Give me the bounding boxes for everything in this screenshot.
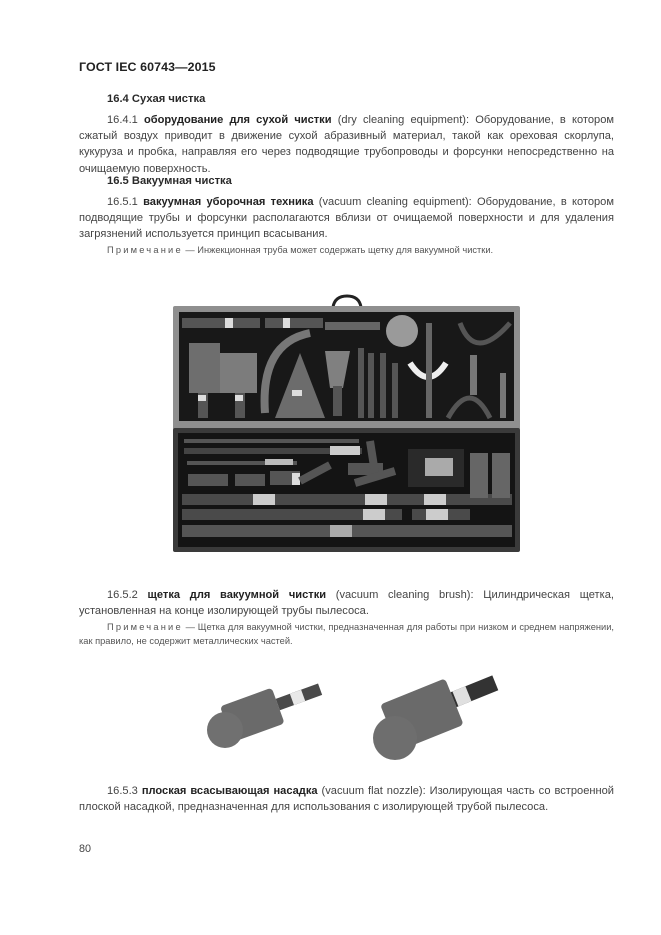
term: щетка для вакуумной чистки xyxy=(147,589,327,601)
clause-number: 16.5.3 xyxy=(107,785,138,797)
equipment-case-image xyxy=(170,293,524,555)
term: плоская всасывающая насадка xyxy=(141,785,318,797)
note-text: — Инжекционная труба может содержать щетку для вакуумной чистки. xyxy=(185,245,494,255)
note-16-5-2 xyxy=(79,620,614,648)
definition: (vacuum cleaning equipment): Оборудование, в котором подводящие трубы и форсунки располагаются вблизи от очищаемой поверхности и для удаления загрязнений используется принцип всасывания. xyxy=(79,196,614,241)
section-title-16-5: 16.5 Вакуумная чистка xyxy=(107,175,232,187)
term: оборудование для сухой чистки xyxy=(144,114,332,126)
paragraph-16-5-1 xyxy=(79,194,614,243)
standard-header: ГОСТ IEC 60743—2015 xyxy=(79,60,216,74)
brushes-figure xyxy=(195,660,505,760)
clause-number: 16.5.1 xyxy=(107,196,138,208)
paragraph-16-5-3 xyxy=(79,783,614,815)
term: вакуумная уборочная техника xyxy=(143,196,314,208)
section-title-16-4: 16.4 Сухая чистка xyxy=(107,93,206,105)
equipment-case-figure xyxy=(170,293,524,555)
paragraph-16-5-2 xyxy=(79,587,614,619)
paragraph-16-4-1 xyxy=(79,112,614,177)
definition: (dry cleaning equipment): Оборудование, в котором сжатый воздух приводит в движение сухой абразивный материал, такой как ореховая скорлупа, кукуруза и пробка, направляя его через подводящие трубопроводы и форсунки непосредственно на очищаемую поверхность. xyxy=(79,114,614,175)
brushes-image xyxy=(195,660,505,760)
definition: (vacuum cleaning brush): Цилиндрическая щетка, установленная на конце изолирующей трубы пылесоса. xyxy=(79,589,614,618)
page-number: 80 xyxy=(79,843,92,855)
note-label: Примечание xyxy=(107,622,183,632)
note-text: — Щетка для вакуумной чистки, предназначенная для работы при низком и среднем напряжении, как правило, не содержит металлических частей. xyxy=(79,622,614,646)
clause-number: 16.5.2 xyxy=(107,589,138,601)
definition: (vacuum flat nozzle): Изолирующая часть со встроенной плоской насадкой, предназначенная для использования с изолирующей трубой пылесоса. xyxy=(79,785,614,814)
note-16-5-1 xyxy=(79,243,614,257)
note-label: Примечание xyxy=(107,245,183,255)
clause-number: 16.4.1 xyxy=(107,114,138,126)
